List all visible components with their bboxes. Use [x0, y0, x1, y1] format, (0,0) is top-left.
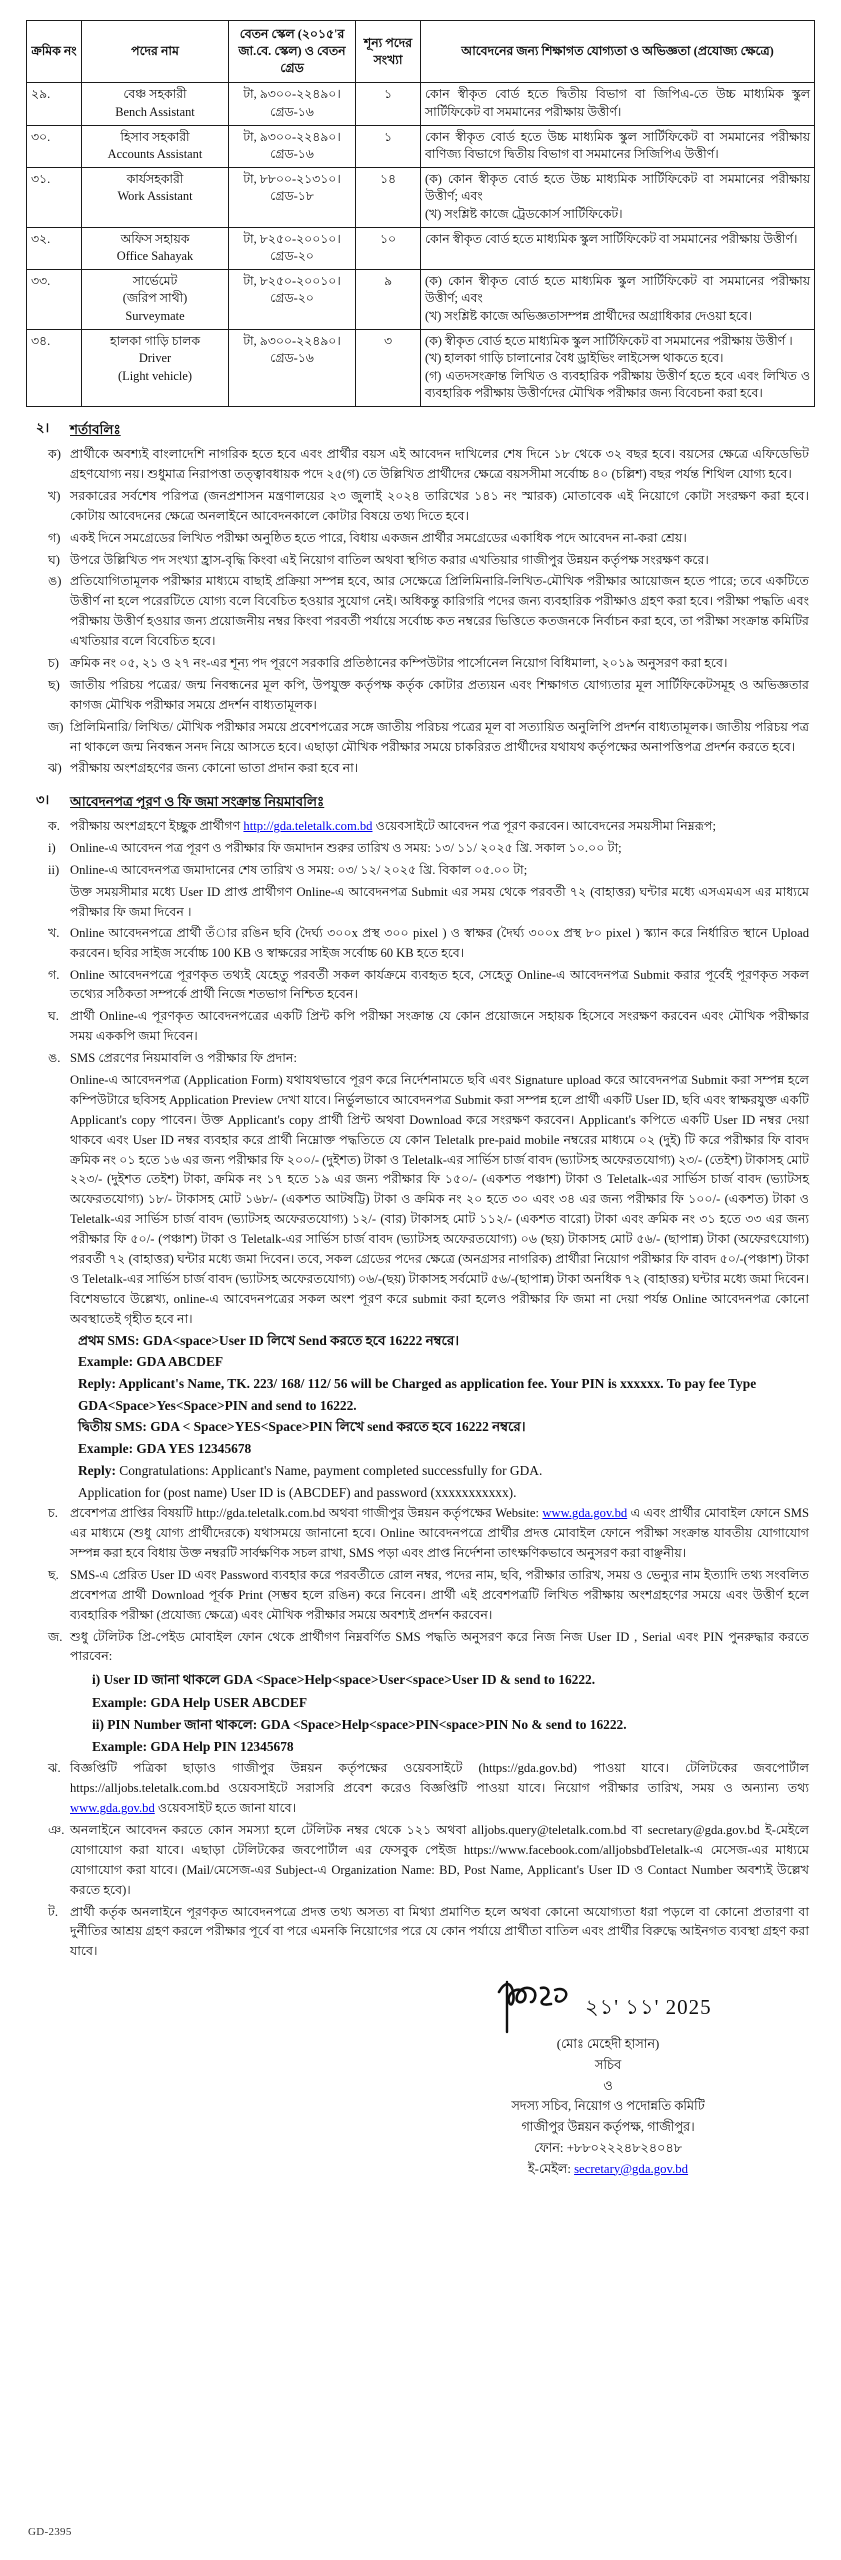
rule-text-after: ওয়েবসাইটে আবেদন পত্র পূরণ করবেন। আবেদনের সময়সীমা নিম্নরূপ;: [372, 819, 716, 834]
rule-text-part-1: প্রবেশপত্র প্রাপ্তির বিষয়টি http://gda.teletalk.com.bd অথবা গাজীপুর উন্নয়ন কর্তৃপক্ষের Website:: [70, 1506, 543, 1521]
document-code: GD-2395: [28, 2526, 72, 2538]
post-name-bn-alt: (জরিপ সাথী): [122, 291, 188, 306]
table-header: [27, 21, 815, 83]
application-rules-section: [26, 791, 815, 1962]
cell-qualification: [421, 227, 815, 269]
post-name-bn: বেঞ্চ সহকারী: [123, 87, 187, 102]
col-header-pay-scale: বেতন স্কেল (২০১৫'র জা.বে. স্কেল) ও বেতন গ্রেড: [229, 21, 356, 83]
pay-range: টা, ৮২৫০-২০০১০।: [243, 231, 341, 246]
first-sms-example: Example: GDA ABCDEF: [78, 1354, 224, 1370]
condition-text: ক্রমিক নং ০৫, ২১ ও ২৭ নং-এর শূন্য পদ পূরণে সরকারি প্রতিষ্ঠানের কম্পিউটার পার্সোনেল নিয়োগ বিধিমালা, ২০১৯ অনুসরণ করা হবে।: [70, 655, 728, 670]
email-link[interactable]: secretary@gda.gov.bd: [574, 2161, 689, 2176]
first-sms-format: প্রথম SMS: GDA<space>User ID লিখে Send করতে হবে 16222 নম্বরে।: [78, 1332, 460, 1348]
cell-pay-scale: [229, 227, 356, 269]
rule-item-nia: [26, 1821, 815, 1901]
contact-email: [473, 2159, 743, 2180]
second-sms-reply: [78, 1460, 815, 1482]
table-row: [27, 83, 815, 125]
rule-text: [70, 817, 815, 837]
phone-number: +৮৮০২২২৪৮২৪০৪৮: [566, 2140, 682, 2155]
condition-text: সরকারের সর্বশেষ পরিপত্র (জনপ্রশাসন মন্ত্রণালয়ের ২৩ জুলাই ২০২৪ তারিখের ১৪১ নং স্মারক) মোতাবেক এই নিয়োগে কোটা সংরক্ষণ করা হবে। কোটায় আবেদনের ক্ষেত্রে অনলাইনে আবেদনকালে কোটার বিষয়ে তথ্য দিতে হবে।: [70, 488, 809, 523]
rule-label: জ.: [48, 1629, 63, 1644]
cell-qualification: [421, 329, 815, 406]
contact-phone: [473, 2138, 743, 2159]
cell-pay-scale: [229, 167, 356, 227]
pay-grade: গ্রেড-১৬: [270, 147, 314, 162]
post-name-bn: সার্ভেমেট: [132, 273, 178, 288]
condition-label: ঘ): [48, 552, 60, 567]
sms-rules-heading: SMS প্রেরণের নিয়মাবলি ও পরীক্ষার ফি প্রদান:: [70, 1051, 297, 1066]
cell-pay-scale: [229, 269, 356, 329]
signatory-conjunction: ও: [603, 2078, 613, 2093]
first-sms-reply: Reply: Applicant's Name, TK. 223/ 168/ 112/ 56 will be Charged as application fee. Your PIN is xxxxxx. To pay fee Type GDA<Space>Yes<Space>PIN and send to 16222.: [78, 1376, 757, 1413]
post-name-en: Office Sahayak: [116, 249, 194, 264]
qualification-line: কোন স্বীকৃত বোর্ড হতে মাধ্যমিক স্কুল সার্টিফিকেট বা সমমানের পরীক্ষায় উত্তীর্ণ।: [425, 231, 798, 246]
reply-text: Congratulations: Applicant's Name, payment completed successfully for GDA.: [115, 1462, 543, 1478]
pay-range: টা, ৯৩০০-২২৪৯০।: [243, 333, 341, 348]
qualification-line: (ক) কোন স্বীকৃত বোর্ড হতে উচ্চ মাধ্যমিক সার্টিফিকেট বা সমমানের পরীক্ষায় উত্তীর্ণ; এবং: [425, 171, 810, 204]
condition-item: [26, 445, 815, 485]
signatory-organization: গাজীপুর উন্নয়ন কর্তৃপক্ষ, গাজীপুর।: [521, 2120, 695, 2135]
post-name-bn: অফিস সহায়ক: [120, 231, 190, 246]
table-row: [27, 329, 815, 406]
rule-item-chha: [26, 1566, 815, 1626]
col-header-qualification: আবেদনের জন্য শিক্ষাগত যোগ্যতা ও অভিজ্ঞতা (প্রযোজ্য ক্ষেত্রে): [421, 21, 815, 83]
cell-vacancies: ১০: [356, 227, 421, 269]
rule-text: প্রার্থী Online-এ পূরণকৃত আবেদনপত্রের একটি প্রিন্ট কপি পরীক্ষা সংক্রান্ত যে কোন প্রয়োজনে সহায়ক হিসেবে সংরক্ষণ করবেন এবং মৌখিক পরীক্ষার সময় এককপি জমা দিবেন।: [70, 1009, 809, 1044]
rule-item-cha: [26, 1504, 815, 1564]
qualification-line: (ক) কোন স্বীকৃত বোর্ড হতে মাধ্যমিক স্কুল সার্টিফিকেট বা সমমানের পরীক্ষায় উত্তীর্ণ; এবং: [425, 273, 810, 306]
cell-post-name: [82, 167, 229, 227]
table-row: [27, 269, 815, 329]
signature-details: [473, 1976, 743, 2179]
second-sms-format: দ্বিতীয় SMS: GDA < Space>YES<Space>PIN লিখে send করতে হবে 16222 নম্বরে।: [78, 1419, 526, 1435]
post-name-bn: হিসাব সহকারী: [120, 129, 190, 144]
cell-qualification: [421, 167, 815, 227]
pay-grade: গ্রেড-১৬: [270, 104, 314, 119]
cell-serial: ৩৪.: [27, 329, 82, 406]
qualification-line: (গ) এতদসংক্রান্ত লিখিত ও ব্যবহারিক পরীক্ষায় উত্তীর্ণ হতে হবে এবং লিখিত ও ব্যবহারিক পরীক্ষায় উত্তীর্ণদের মৌখিক পরীক্ষার জন্য বিবেচনা করা হবে।: [425, 368, 810, 401]
post-name-en-alt: (Light vehicle): [118, 368, 192, 383]
rule-text: SMS-এ প্রেরিত User ID এবং Password ব্যবহার করে পরবর্তীতে রোল নম্বর, পদের নাম, ছবি, পরীক্ষার তারিখ, সময় ও ভেন্যুর নাম ইত্যাদি তথ্য সংবলিত প্রবেশপত্র প্রার্থী Download পূর্বক Print (সম্ভব হলে রঙিন) করে নিবেন। প্রার্থী এই প্রবেশপত্রটি লিখিত পরীক্ষায় অংশগ্রহণের সময়ে এবং উত্তীর্ণ হলে ব্যবহারিক পরীক্ষা (প্রযোজ্য ক্ষেত্রে) এবং মৌখিক পরীক্ষার সময়ে অবশ্যই প্রদর্শন করবেন।: [70, 1567, 809, 1622]
condition-text: উপরে উল্লিখিত পদ সংখ্যা হ্রাস-বৃদ্ধি কিংবা এই নিয়োগ বাতিল অথবা স্থগিত করার এখতিয়ার গাজীপুর উন্নয়ন কর্তৃপক্ষ সংরক্ষণ করে।: [70, 552, 709, 567]
rule-label: চ.: [48, 1506, 58, 1521]
table-header-row: [27, 21, 815, 83]
cell-qualification: [421, 269, 815, 329]
condition-item: [26, 759, 815, 779]
rule-text: Online আবেদনপত্রে প্রার্থী তঁার রঙিন ছবি (দৈর্ঘ্য ৩০০x প্রস্থ ৩০০ pixel ) ও স্বাক্ষর (দৈর্ঘ্য ৩০০x প্রস্থ ৮০ pixel ) স্ক্যান করে নির্ধারিত স্থানে Upload করবেন। ছবির সাইজ সর্বোচ্চ 100 KB ও স্বাক্ষরের সাইজ সর্বোচ্চ 60 KB হতে হবে।: [70, 925, 809, 960]
rule-item-kha: [26, 924, 815, 964]
cell-pay-scale: [229, 83, 356, 125]
pay-grade: গ্রেড-১৮: [270, 189, 314, 204]
second-sms-example: Example: GDA YES 12345678: [78, 1441, 252, 1457]
cell-serial: ৩২.: [27, 227, 82, 269]
table-row: [27, 227, 815, 269]
cell-pay-scale: [229, 125, 356, 167]
rule-text: Online আবেদনপত্রে পূরণকৃত তথ্যই যেহেতু পরবর্তী সকল কার্যক্রমে ব্যবহৃত হবে, সেহেতু Online-এ আবেদনপত্র Submit করার পূর্বেই পূরণকৃত সকল তথ্যের সঠিকতা সম্পর্কে প্রার্থী নিজে শতভাগ নিশ্চিত হবেন।: [70, 967, 809, 1002]
table-body: [27, 83, 815, 407]
condition-item: [26, 572, 815, 652]
rule-item-ga: [26, 966, 815, 1006]
cell-vacancies: ১: [356, 125, 421, 167]
phone-label: ফোন:: [534, 2140, 567, 2155]
post-name-en: Bench Assistant: [115, 104, 195, 119]
pay-range: টা, ৯৩০০-২২৪৯০।: [243, 87, 341, 102]
condition-label: ছ): [48, 677, 60, 692]
rule-text-before: পরীক্ষায় অংশগ্রহণে ইচ্ছুক প্রার্থীগণ: [70, 819, 244, 834]
condition-text: প্রার্থীকে অবশ্যই বাংলাদেশি নাগরিক হতে হবে এবং প্রার্থীর বয়স এই আবেদন দাখিলের শেষ দিনে ১৮ থেকে ৩২ বছর হবে। বয়সের ক্ষেত্রে এফিডেভিট গ্রহণযোগ্য নয়। শুধুমাত্র নিরাপত্তা তত্ত্বাবধায়ক পদে ২৫(গ) তে উল্লিখিত প্রার্থীদের ক্ষেত্রে বয়সসীমা সর্বোচ্চ ৪০ (চল্লিশ) বছর পর্যন্ত শিথিল যোগ্য হবে।: [70, 447, 809, 481]
post-name-bn: কার্যসহকারী: [126, 171, 184, 186]
qualification-line: (খ) সংশ্লিষ্ট কাজে অভিজ্ঞতাসম্পন্ন প্রার্থীদের অগ্রাধিকার দেওয়া হবে।: [425, 309, 753, 324]
condition-item: [26, 551, 815, 571]
help-sms-pin-format: ii) PIN Number জানা থাকলে: GDA <Space>Help<space>PIN<space>PIN No & send to 16222.: [92, 1716, 627, 1732]
rule-label: ঞ.: [48, 1823, 65, 1838]
pay-grade: গ্রেড-২০: [270, 291, 314, 306]
condition-item: [26, 654, 815, 674]
post-name-bn: হালকা গাড়ি চালক: [109, 333, 201, 348]
rule-label: ট.: [48, 1904, 59, 1919]
section-number: ২।: [36, 420, 50, 436]
cell-post-name: [82, 125, 229, 167]
condition-item: [26, 529, 815, 549]
table-row: [27, 167, 815, 227]
post-name-en: Work Assistant: [117, 189, 193, 204]
condition-text: প্রতিযোগিতামূলক পরীক্ষার মাধ্যমে বাছাই প্রক্রিয়া সম্পন্ন হবে, আর সেক্ষেত্রে প্রিলিমিনারি-লিখিত-মৌখিক পরীক্ষার আয়োজন হতে পারে; তবে একটিতে উত্তীর্ণ না হলে পরেরটিতে যোগ্য বলে বিবেচিত হওয়ার সুযোগ নেই। অধিকন্তু কারিগরি পদের জন্য ব্যবহারিক পরীক্ষাও গ্রহণ করা হবে। পরীক্ষা পদ্ধতি এবং পরীক্ষায় উত্তীর্ণ হওয়ার জন্য প্রয়োজনীয় নম্বর কিংবা পরবর্তী পর্যায়ে সর্বোচ্চ কত নম্বরের ভিত্তিতে কতজনকে নির্বাচন করা হবে, তা পরীক্ষা সংক্রান্ত কমিটির এখতিয়ার বলে বিবেচিত হবে।: [70, 574, 809, 649]
rule-text: শুধু টেলিটক প্রি-পেইড মোবাইল ফোন থেকে প্রার্থীগণ নিম্নবর্ণিত SMS পদ্ধতি অনুসরণ করে নিজ নিজ User ID , Serial এবং PIN পুনরুদ্ধার করতে পারবেন:: [70, 1629, 809, 1664]
qualification-line: (খ) হালকা গাড়ি চালানোর বৈধ ড্রাইভিং লাইসেন্স থাকতে হবে।: [425, 351, 724, 366]
rule-item-ta: [26, 1903, 815, 1963]
condition-text: পরীক্ষায় অংশগ্রহণের জন্য কোনো ভাতা প্রদান করা হবে না।: [70, 761, 359, 776]
cell-post-name: [82, 269, 229, 329]
teletalk-portal-link[interactable]: http://gda.teletalk.com.bd: [243, 819, 373, 834]
condition-label: খ): [48, 488, 61, 503]
cell-qualification: [421, 125, 815, 167]
rule-label: ঝ.: [48, 1761, 61, 1776]
pay-range: টা, ৮৮০০-২১৩১০।: [243, 171, 341, 186]
condition-label: ক): [48, 447, 62, 462]
conditions-heading: [26, 419, 815, 442]
help-sms-userid-format: i) User ID জানা থাকলে GDA <Space>Help<space>User<space>User ID & send to 16222.: [92, 1672, 596, 1688]
rule-item-ka: [26, 817, 815, 837]
rule-text: [70, 1504, 815, 1564]
second-sms-reply-2: Application for (post name) User ID is (ABCDEF) and password (xxxxxxxxxxx).: [78, 1484, 517, 1500]
rule-item-end-date: [26, 861, 815, 881]
vacancy-table: [26, 20, 815, 407]
cell-vacancies: ৯: [356, 269, 421, 329]
qualification-line: (খ) সংশ্লিষ্ট কাজে ট্রেডকোর্স সার্টিফিকেট।: [425, 206, 623, 221]
gda-website-link[interactable]: www.gda.gov.bd: [542, 1506, 628, 1521]
section-title: আবেদনপত্র পূরণ ও ফি জমা সংক্রান্ত নিয়মাবলিঃ: [70, 794, 325, 810]
help-sms-pin-example: Example: GDA Help PIN 12345678: [92, 1739, 294, 1755]
rule-text-continuation: উক্ত সময়সীমার মধ্যে User ID প্রাপ্ত প্রার্থীগণ Online-এ আবেদনপত্র Submit এর সময় থেকে পরবর্তী ৭২ (বাহাত্তর) ঘন্টার মধ্যে এসএমএস এর মাধ্যমে পরীক্ষার ফি জমা দিবেন ।: [70, 885, 809, 919]
rule-text: Online-এ আবেদন পত্র পূরণ ও পরীক্ষার ফি জমাদান শুরুর তারিখ ও সময়: ১৩/ ১১/ ২০২৫ খ্রি. সকাল ১০.০০ টা;: [70, 841, 622, 856]
rule-label: ছ.: [48, 1567, 59, 1582]
help-sms-block: [92, 1669, 815, 1758]
handwritten-signature: [473, 1976, 743, 2034]
signature-block: [26, 1976, 815, 2179]
condition-label: জ): [48, 719, 64, 734]
qualification-line: (ক) স্বীকৃত বোর্ড হতে মাধ্যমিক স্কুল সার্টিফিকেট বা সমমানের পরীক্ষায় উত্তীর্ণ ।: [425, 333, 793, 348]
email-label: ই-মেইল:: [527, 2161, 575, 2176]
rule-label: i): [48, 841, 56, 856]
rule-label: ক.: [48, 819, 60, 834]
cell-post-name: [82, 83, 229, 125]
application-rules-heading: [26, 791, 815, 814]
condition-label: ঙ): [48, 574, 62, 589]
qualification-line: কোন স্বীকৃত বোর্ড হতে দ্বিতীয় বিভাগ বা জিপিএ-তে উচ্চ মাধ্যমিক স্কুল সার্টিফিকেট বা সমমানের পরীক্ষায় উত্তীর্ণ।: [425, 87, 810, 119]
cell-serial: ৩৩.: [27, 269, 82, 329]
rule-text-part-1: বিজ্ঞপ্তিটি পত্রিকা ছাড়াও গাজীপুর উন্নয়ন কর্তৃপক্ষের ওয়েবসাইটে (https://gda.gov.bd) পাওয়া যাবে। টেলিটকের জবপোর্টাল https://alljobs.teletalk.com.bd ওয়েবসাইটে সরাসরি প্রবেশ করেও বিজ্ঞপ্তিটি পাওয়া যাবে। নিয়োগ পরীক্ষার তারিখ, সময় ও অন্যান্য তথ্য: [70, 1761, 809, 1796]
pay-grade: গ্রেড-২০: [270, 249, 314, 264]
signatory-name: (মোঃ মেহেদী হাসান): [556, 2037, 660, 2052]
col-header-serial: ক্রমিক নং: [27, 21, 82, 83]
condition-item: [26, 487, 815, 527]
condition-text: একই দিনে সমগ্রেডের লিখিত পরীক্ষা অনুষ্ঠিত হতে পারে, বিধায় একজন প্রার্থীর সমগ্রেডের একাধিক পদে আবেদন না-করা শ্রেয়।: [70, 530, 687, 545]
cell-serial: ৩০.: [27, 125, 82, 167]
rule-item-jha: [26, 1759, 815, 1819]
sms-rules-body: Online-এ আবেদনপত্র (Application Form) যথাযথভাবে পূরণ করে নির্দেশনামতে ছবি এবং Signature upload করে আবেদনপত্র Submit করা সম্পন্ন হলে কম্পিউটারে ছবিসহ Application Preview দেখা যাবে। নির্ভুলভাবে আবেদনপত্র Submit করা সম্পন্ন হলে প্রার্থী একটি User ID, ছবি এবং স্বাক্ষরযুক্ত একটি Applicant's copy পাবেন। উক্ত Applicant's copy প্রার্থী প্রিন্ট অথবা Download করে সংরক্ষণ করবেন। Applicant's কপিতে একটি User ID নম্বর দেয়া থাকবে এবং User ID নম্বর ব্যবহার করে প্রার্থী নিম্নোক্ত পদ্ধতিতে যে কোন Teletalk pre-paid mobile নম্বরের মাধ্যমে ০২ (দুই) টি করে পরীক্ষার ফি বাবদ ক্রমিক নং ০১ হতে ১৬ এর জন্য পরীক্ষার ফি ২০০/- (দুইশত) টাকা ও Teletalk-এর সার্ভিস চার্জ বাবদ (ভ্যাটসহ অফেরতযোগ্য) ২৩/- (তেইশ) টাকাসহ মোট ২২৩/- (দুইশত তেইশ) টাকা, ক্রমিক নং ১৭ হতে ১৯ এর জন্য পরীক্ষার ফি ১৫০/- (একশত পঞ্চাশ) টাকা ও Teletalk-এর সার্ভিস চার্জ বাবদ (ভ্যাটসহ অফেরতযোগ্য) ১৮/- টাকাসহ মোট ১৬৮/- (একশত আটষট্টি) টাকা ও ক্রমিক নং ২০ হতে ৩০ এবং ৩৪ এর জন্য পরীক্ষার ফি ১০০/- (একশত) টাকা ও Teletalk-এর সার্ভিস চার্জ বাবদ (ভ্যাটসহ অফেরতযোগ্য) ১২/- (বার) টাকাসহ মোট ১১২/- (একশত বারো) টাকা এবং ক্রমিক নং ৩১ হতে ৩৩ এর জন্য পরীক্ষার ফি ৫০/- (পঞ্চাশ) টাকা ও Teletalk-এর সার্ভিস চার্জ বাবদ (ভ্যাটসহ অফেরতযোগ্য) ০৬ (ছয়) টাকাসহ মোট ৫৬/- (ছাপান্ন) টাকা (অফেরৎযোগ্য) পরবর্তী ৭২ (বাহাত্তর) ঘন্টার মধ্যে জমা দিবেন। তবে, সকল গ্রেডের পদের ক্ষেত্রে (অনগ্রসর নাগরিক) প্রার্থীরা নিয়োগ পরীক্ষার ফি বাবদ ৫০/-(পঞ্চাশ) টাকা ও Teletalk-এর সার্ভিস চার্জ বাবদ (ভ্যাটসহ অফেরতযোগ্য) ০৬/-(ছয়) টাকাসহ সর্বমোট ৫৬/-(ছাপান্ন) টাকা অনধিক ৭২ (বাহাত্তর) ঘন্টার মধ্যে জমা দিবেন। বিশেষভাবে উল্লেখ্য, online-এ আবেদনপত্রের সকল অংশ পূরণ করে submit করা হলেও পরীক্ষার ফি জমা না দেয়া পর্যন্ত Online আবেদনপত্র কোনো অবস্থাতেই গৃহীত হবে না।: [70, 1073, 809, 1326]
rule-label: ঘ.: [48, 1009, 59, 1024]
second-sms-block: [70, 1416, 815, 1503]
help-sms-userid-example: Example: GDA Help USER ABCDEF: [92, 1694, 308, 1710]
cell-vacancies: ১: [356, 83, 421, 125]
rule-label: ঙ.: [48, 1051, 61, 1066]
signatory-designation: সচিব: [594, 2057, 622, 2072]
post-name-en: Surveymate: [125, 309, 185, 324]
reply-label: Reply:: [78, 1462, 116, 1478]
cell-pay-scale: [229, 329, 356, 406]
signatory-role: সদস্য সচিব, নিয়োগ ও পদোন্নতি কমিটি: [511, 2099, 705, 2114]
condition-item: [26, 718, 815, 758]
section-number: ৩।: [36, 792, 50, 808]
rule-item-uo: [26, 1049, 815, 1069]
col-header-post-name: পদের নাম: [82, 21, 229, 83]
cell-qualification: [421, 83, 815, 125]
rule-text: [70, 1759, 815, 1819]
gda-website-link[interactable]: www.gda.gov.bd: [70, 1801, 155, 1816]
post-name-en: Driver: [138, 351, 172, 366]
rule-item-gha: [26, 1007, 815, 1047]
col-header-vacancies: শূন্য পদের সংখ্যা: [356, 21, 421, 83]
condition-text: জাতীয় পরিচয় পত্রের/ জন্ম নিবন্ধনের মূল কপি, উপযুক্ত কর্তৃপক্ষ কর্তৃক কোটার প্রত্যয়ন এবং শিক্ষাগত যোগ্যতার মূল সার্টিফিকেটসমূহ ও অভিজ্ঞতার কাগজ মৌখিক পরীক্ষার সময়ে প্রদর্শন বাধ্যতামূলক।: [70, 677, 809, 712]
cell-serial: ৩১.: [27, 167, 82, 227]
rule-text: Online-এ আবেদনপত্র জমাদানের শেষ তারিখ ও সময়: ০৩/ ১২/ ২০২৫ খ্রি. বিকাল ০৫.০০ টা;: [70, 863, 528, 878]
condition-text: প্রিলিমিনারি/ লিখিত/ মৌখিক পরীক্ষার সময়ে প্রবেশপত্রের সঙ্গে জাতীয় পরিচয় পত্রের মূল বা সত্যায়িত অনুলিপি প্রদর্শন বাধ্যতামূলক। জাতীয় পরিচয় পত্র না থাকলে জন্ম নিবন্ধন সনদ নিয়ে আসতে হবে। এছাড়া মৌখিক পরীক্ষার সময়ে চাকরিরত প্রার্থীদের যথাযথ কর্তৃপক্ষের অনাপত্তিপত্র প্রদর্শন করতে হবে।: [70, 719, 809, 754]
section-title: শর্তাবলিঃ: [70, 422, 121, 438]
rule-label: খ.: [48, 925, 60, 940]
cell-serial: ২৯.: [27, 83, 82, 125]
condition-label: ঝ): [48, 761, 62, 776]
cell-vacancies: ৩: [356, 329, 421, 406]
rule-item-start-date: [26, 839, 815, 859]
condition-item: [26, 676, 815, 716]
conditions-section: [26, 419, 815, 779]
table-row: [27, 125, 815, 167]
post-name-en: Accounts Assistant: [107, 147, 203, 162]
rule-text: প্রার্থী কর্তৃক অনলাইনে পূরণকৃত আবেদনপত্রে প্রদত্ত তথ্য অসত্য বা মিথ্যা প্রমাণিত হলে অথবা কোনো অযোগ্যতা ধরা পড়লে বা কোনো প্রতারণা বা দুর্নীতির আশ্রয় গ্রহণ করলে পরীক্ষার পূর্বে বা পরে এমনকি নিয়োগের পরে যে কোন পর্যায়ে প্রার্থীতা বাতিল এবং প্রার্থীর বিরুদ্ধে আইনগত ব্যবস্থা গ্রহণ করা যাবে।: [70, 1904, 809, 1959]
rule-text-part-2: ওয়েবসাইট হতে জানা যাবে।: [154, 1801, 297, 1816]
pay-range: টা, ৮২৫০-২০০১০।: [243, 273, 341, 288]
cell-vacancies: ১৪: [356, 167, 421, 227]
qualification-line: কোন স্বীকৃত বোর্ড হতে উচ্চ মাধ্যমিক স্কুল সার্টিফিকেট বা সমমানের পরীক্ষায় বাণিজ্য বিভাগে দ্বিতীয় বিভাগ বা সমমানের সিজিপিএ উত্তীর্ণ।: [425, 129, 810, 162]
condition-label: চ): [48, 655, 59, 670]
signature-date: ২১' ১১' 2025: [585, 1995, 712, 2020]
rule-text-part-2: এ এবং প্রার্থীর মোবাইল ফোনে SMS এর মাধ্যমে (শুধু যোগ্য প্রার্থীদেরকে) যথাসময়ে জানানো হবে। Online আবেদনপত্রে প্রার্থীর প্রদত্ত মোবাইল ফোনে পরীক্ষা সংক্রান্ত যাবতীয় যোগাযোগ সম্পন্ন করা হবে বিধায় উক্ত নম্বরটি সার্বক্ষণিক সচল রাখা, SMS পড়া এবং প্রাপ্ত নির্দেশনা তাৎক্ষণিকভাবে অনুসরণ করা বাঞ্ছনীয়।: [70, 1506, 809, 1560]
pay-grade: গ্রেড-১৬: [270, 351, 314, 366]
rule-label: ii): [48, 863, 60, 878]
condition-label: গ): [48, 530, 61, 545]
cell-post-name: [82, 227, 229, 269]
pay-range: টা, ৯৩০০-২২৪৯০।: [243, 129, 341, 144]
cell-post-name: [82, 329, 229, 406]
rule-label: গ.: [48, 967, 60, 982]
rule-item-ja: [26, 1628, 815, 1668]
rule-text: অনলাইনে আবেদন করতে কোন সমস্যা হলে টেলিটক নম্বর থেকে ১২১ অথবা alljobs.query@teletalk.com.bd বা secretary@gda.gov.bd ই-মেইলে যোগাযোগ করা যাবে। এছাড়া টেলিটকের জবপোর্টাল এর ফেসবুক পেইজ https://www.facebook.com/alljobsbdTeletalk-এ মেসেজ-এর মাধ্যমে যোগাযোগ করা যাবে। (Mail/মেসেজ-এর Subject-এ Organization Name: BD, Post Name, Applicant's User ID ও Contact Number অবশ্যই উল্লেখ করতে হবে)।: [70, 1823, 809, 1897]
first-sms-block: [70, 1330, 815, 1417]
